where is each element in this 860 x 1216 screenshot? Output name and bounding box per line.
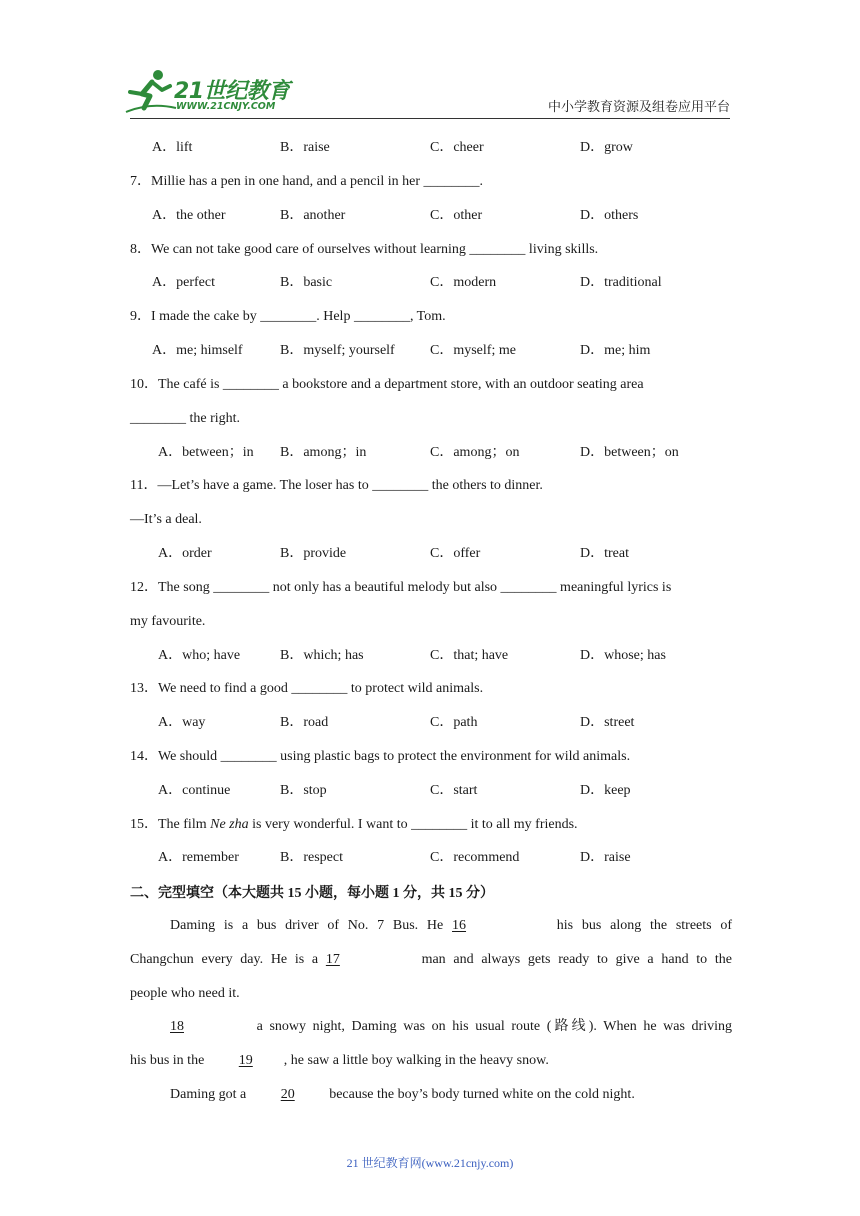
passage-text: his bus in the	[130, 1053, 205, 1068]
question-stem: 12．The song ________ not only has a beautiful melody but also ________ meaningful lyrics is	[130, 580, 672, 595]
option-c: C．modern	[430, 275, 497, 290]
question-stem: 13．We need to find a good ________ to protect wild animals.	[130, 681, 484, 696]
question-stem: 11．—Let’s have a game. The loser has to ________ the others to dinner.	[130, 478, 543, 493]
blank-19: 19	[238, 1053, 253, 1068]
option-b: B．raise	[280, 140, 330, 155]
logo	[122, 68, 292, 118]
passage-line	[130, 917, 732, 935]
option-b: B．provide	[280, 546, 347, 561]
option-d: D．between；on	[580, 445, 679, 460]
option-c: C．myself; me	[430, 343, 516, 358]
header-divider	[130, 118, 730, 119]
option-b: B．among；in	[280, 445, 367, 460]
blank-18: 18	[170, 1019, 184, 1034]
question-stem	[130, 816, 578, 834]
question-stem: 7．Millie has a pen in one hand, and a pencil in her ________.	[130, 174, 484, 189]
option-c: C．among；on	[430, 445, 520, 460]
question-stem: 9．I made the cake by ________. Help ________, Tom.	[130, 309, 446, 324]
question-stem-continued: —It’s a deal.	[130, 512, 202, 527]
passage-line	[130, 1052, 732, 1070]
question-stem-continued: my favourite.	[130, 614, 206, 629]
option-b: B．which; has	[280, 648, 364, 663]
passage-text: because the boy’s body turned white on the cold night.	[329, 1087, 635, 1102]
option-d: D．raise	[580, 850, 631, 865]
option-d: D．keep	[580, 783, 631, 798]
blank-17: 17	[325, 952, 340, 967]
option-a: A．continue	[158, 783, 231, 798]
option-d: D．me; him	[580, 343, 651, 358]
blank-16: 16	[452, 918, 467, 933]
passage-text: his bus along the streets of	[556, 918, 733, 933]
option-a: A．way	[158, 715, 206, 730]
stem-text: 15．The film	[130, 817, 211, 832]
logo-url: WWW.21CNJY.COM	[176, 101, 276, 112]
option-a: A．remember	[158, 850, 239, 865]
option-c: C．other	[430, 208, 483, 223]
option-d: D．street	[580, 715, 635, 730]
option-c: C．recommend	[430, 850, 520, 865]
runner-logo-icon	[122, 68, 178, 114]
option-b: B．another	[280, 208, 346, 223]
stem-text: is very wonderful. I want to ________ it to all my friends.	[248, 817, 578, 832]
footer-source: 21 世纪教育网(www.21cnjy.com)	[346, 1156, 514, 1170]
option-c: C．that; have	[430, 648, 509, 663]
blank-20: 20	[280, 1087, 295, 1102]
passage-text: , he saw a little boy walking in the heavy snow.	[283, 1053, 549, 1068]
option-a: A．order	[158, 546, 212, 561]
option-d: D．traditional	[580, 275, 662, 290]
passage-text: Daming is a bus driver of No. 7 Bus. He	[170, 918, 444, 933]
option-a: A．the other	[152, 208, 226, 223]
passage-text: man and always gets ready to give a hand to the	[421, 952, 733, 967]
option-a: A．lift	[152, 140, 193, 155]
option-d: D．treat	[580, 546, 629, 561]
option-b: B．respect	[280, 850, 343, 865]
question-stem: 10．The café is ________ a bookstore and a department store, with an outdoor seating area	[130, 377, 644, 392]
logo-text: 21世纪教育	[174, 79, 290, 104]
option-c: C．path	[430, 715, 478, 730]
question-stem: 14．We should ________ using plastic bags to protect the environment for wild animals.	[130, 749, 631, 764]
option-a: A．between；in	[158, 445, 254, 460]
passage-text: Changchun every day. He is a	[130, 952, 319, 967]
option-b: B．stop	[280, 783, 327, 798]
option-c: C．start	[430, 783, 478, 798]
option-b: B．basic	[280, 275, 333, 290]
option-d: D．whose; has	[580, 648, 666, 663]
option-c: C．cheer	[430, 140, 484, 155]
option-c: C．offer	[430, 546, 481, 561]
passage-text: Daming got a	[170, 1087, 247, 1102]
section-title: 二、完型填空（本大题共 15 小题，每小题 1 分，共 15 分）	[130, 886, 494, 901]
film-title: Ne zha	[210, 817, 249, 832]
option-b: B．road	[280, 715, 329, 730]
passage-text: a snowy night, Daming was on his usual route (路线). When he was driving	[256, 1019, 733, 1034]
option-d: D．grow	[580, 140, 633, 155]
question-stem-continued: ________ the right.	[130, 411, 241, 426]
passage-line	[130, 1086, 732, 1104]
option-a: A．who; have	[158, 648, 241, 663]
passage-line: people who need it.	[130, 986, 240, 1001]
option-a: A．me; himself	[152, 343, 243, 358]
question-stem: 8．We can not take good care of ourselves without learning ________ living skills.	[130, 242, 599, 257]
passage-line	[130, 951, 732, 969]
option-d: D．others	[580, 208, 639, 223]
option-a: A．perfect	[152, 275, 215, 290]
platform-title: 中小学教育资源及组卷应用平台	[547, 99, 730, 114]
passage-line	[130, 1018, 732, 1036]
option-b: B．myself; yourself	[280, 343, 395, 358]
